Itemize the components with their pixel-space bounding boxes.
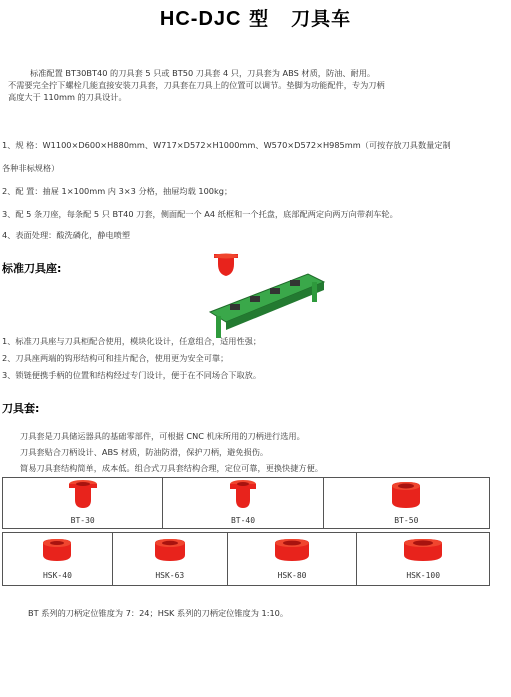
- spec-line-2: 各种非标规格）: [2, 163, 60, 173]
- intro-line-3: 高度大于 110mm 的刀具设计。: [8, 92, 127, 102]
- bt-label: BT-40: [230, 516, 256, 525]
- holder-point-3: 3、锁链便携手柄的位置和结构经过专门设计，便于在不同场合下取放。: [2, 370, 262, 380]
- intro-paragraph: [8, 67, 498, 103]
- title-type: 型: [249, 8, 270, 30]
- title-brand: HC-DJC: [159, 8, 242, 30]
- bt-cell: [323, 478, 489, 529]
- hsk-label: HSK-63: [155, 571, 185, 580]
- hsk-sleeve-table: [2, 532, 490, 586]
- sleeve-point-2: 刀具套贴合刀柄设计、ABS 材质，防油防滑，保护刀柄，避免损伤。: [20, 447, 269, 457]
- bt40-sleeve-icon: [223, 478, 263, 512]
- holder-point-1: 1、标准刀具座与刀具柜配合使用，模块化设计，任意组合，适用性强；: [2, 336, 262, 346]
- hsk-cell: [3, 533, 113, 586]
- hsk-cell: [357, 533, 490, 586]
- holder-heading: 标准刀具座:: [2, 262, 62, 275]
- hsk100-sleeve-icon: [400, 533, 446, 567]
- tool-holder-image: [208, 252, 326, 340]
- bt50-sleeve-icon: [386, 478, 426, 512]
- hsk-cell: [112, 533, 227, 586]
- hsk80-sleeve-icon: [270, 533, 314, 567]
- hsk63-sleeve-icon: [150, 533, 190, 567]
- spec-line-3: 2、配 置：抽屉 1×100mm 内 3×3 分格，抽屉均载 100kg；: [2, 186, 233, 196]
- bt30-sleeve-icon: [63, 478, 103, 512]
- holder-point-2: 2、刀具座两端的钩形结构可和挂片配合，使用更为安全可靠；: [2, 353, 229, 363]
- sleeve-point-1: 刀具套是刀具储运器具的基础零部件，可根据 CNC 机床所用的刀柄进行选用。: [20, 431, 305, 441]
- title-name: 刀具车: [291, 8, 352, 30]
- hsk-label: HSK-80: [277, 571, 307, 580]
- spec-line-4: 3、配 5 条刀座，每条配 5 只 BT40 刀套，侧面配一个 A4 纸框和一个托盘，底部配两定向两万向带刹车轮。: [2, 209, 398, 219]
- sleeve-point-3: 简易刀具套结构简单，成本低。组合式刀具套结构合理，定位可靠，更换快捷方便。: [20, 463, 323, 473]
- spec-line-1: 1、规 格：W1100×D600×H880mm、W717×D572×H1000mm、W570×D572×H985mm（可按存放刀具数量定制: [2, 140, 451, 150]
- hsk-label: HSK-40: [42, 571, 72, 580]
- page-title: [0, 4, 511, 31]
- bt-label: BT-50: [394, 516, 419, 525]
- intro-line-1: 标准配置 BT30BT40 的刀具套 5 只或 BT50 刀具套 4 只，刀具套为 ABS 材质，防油、耐用。: [30, 68, 376, 78]
- sleeve-heading: 刀具套:: [2, 402, 40, 415]
- bt-label: BT-30: [70, 516, 95, 525]
- taper-footnote: BT 系列的刀柄定位锥度为 7：24；HSK 系列的刀柄定位锥度为 1:10。: [28, 608, 289, 618]
- bt-sleeve-table: [2, 477, 490, 529]
- hsk40-sleeve-icon: [37, 533, 77, 567]
- bt-cell: [3, 478, 163, 529]
- hsk-cell: [227, 533, 357, 586]
- intro-line-2: 不需要完全拧下螺栓几能直接安装刀具套，刀具套在刀具上的位置可以调节。垫脚为功能配件，专为刀柄: [8, 80, 385, 90]
- spec-line-5: 4、表面处理：酸洗磷化，静电喷塑: [2, 230, 131, 240]
- hsk-label: HSK-100: [406, 571, 441, 580]
- bt-cell: [163, 478, 323, 529]
